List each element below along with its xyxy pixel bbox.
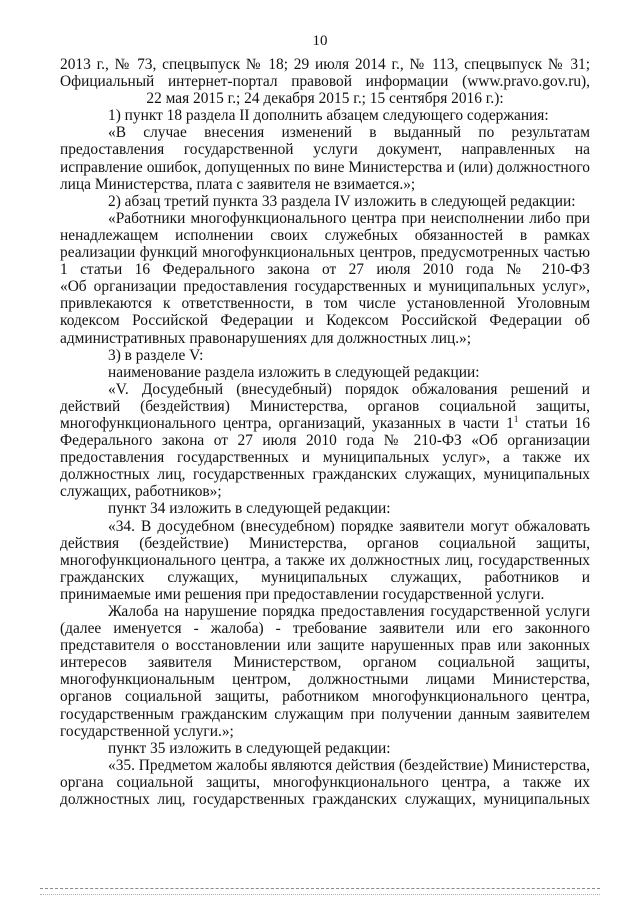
text-line: Жалоба на нарушение порядка предоставления государственной услуги <box>108 603 590 620</box>
text-line: 2) абзац третий пункта 33 раздела IV изложить в следующей редакции: <box>108 192 576 210</box>
text-line: «Об организации предоставления государственных и муниципальных услуг», <box>60 278 590 296</box>
text-line: должностных лиц, государственных гражданских служащих, муниципальных <box>60 791 590 809</box>
text-line: органа социальной защиты, многофункционального центра, а также их <box>60 773 590 791</box>
text-line: привлекаются к ответственности, в том числе установленной Уголовным <box>60 295 590 313</box>
text-line: 1 статьи 16 Федерального закона от 27 июля 2010 года № 210-ФЗ <box>60 261 590 279</box>
text-line: гражданских служащих, муниципальных служащих, работников и <box>60 568 590 586</box>
text-line: ненадлежащем исполнении своих служебных обязанностей в рамках <box>60 226 590 244</box>
text-line-with-superscript <box>60 415 590 432</box>
text-line: «35. Предметом жалобы являются действия (бездействие) Министерства, <box>108 756 590 774</box>
text-line: исправление ошибок, допущенных по вине Министерства и (или) должностного <box>60 158 590 176</box>
text-line: «В случае внесения изменений в выданный по результатам <box>108 124 590 142</box>
text-line: служащих, работников»; <box>60 483 222 501</box>
text-line: административных правонарушениях для должностных лиц.»; <box>60 329 472 347</box>
text-line: органов социальной защиты, работником многофункционального центра, <box>60 688 590 706</box>
text-segment: статьи 16 <box>525 414 590 432</box>
text-line: 2013 г., № 73, спецвыпуск № 18; 29 июля 2014 г., № 113, спецвыпуск № 31; <box>60 56 590 73</box>
text-line: действия (бездействие) Министерства, органов социальной защиты, <box>60 534 590 552</box>
text-line: 1) пункт 18 раздела II дополнить абзацем следующего содержания: <box>108 107 549 125</box>
text-line: наименование раздела изложить в следующей редакции: <box>108 363 480 381</box>
superscript: 1 <box>513 413 519 424</box>
page-number: 10 <box>312 33 328 49</box>
text-line: реализации функций многофункциональных центров, предусмотренных частью <box>60 244 590 262</box>
document-body <box>60 56 590 808</box>
text-line: предоставления государственной услуги документ, направленных на <box>60 141 590 159</box>
text-line: пункт 34 изложить в следующей редакции: <box>108 500 391 518</box>
text-line: предоставления государственных и муниципальных услуг», а также их <box>60 449 590 467</box>
text-line: «34. В досудебном (внесудебном) порядке заявители могут обжаловать <box>108 517 590 535</box>
text-line: лица Министерства, плата с заявителя не взимается.»; <box>60 175 416 193</box>
text-line: 22 мая 2015 г.; 24 декабря 2015 г.; 15 сентября 2016 г.): <box>146 90 504 108</box>
scan-edge-line <box>40 894 600 895</box>
text-line: государственным гражданским служащим при получении данным заявителем <box>60 705 590 723</box>
text-line: многофункционального центра, а также их должностных лиц, государственных <box>60 551 590 569</box>
text-line: должностных лиц, государственных гражданских служащих, муниципальных <box>60 466 590 484</box>
text-line: представителя о восстановлении или защите нарушенных прав или законных <box>60 637 590 655</box>
text-line: «V. Досудебный (внесудебный) порядок обжалования решений и <box>108 380 590 398</box>
text-line: действий (бездействия) Министерства, органов социальной защиты, <box>60 397 590 415</box>
text-line: многофункциональным центром, должностными лицами Министерства, <box>60 671 590 689</box>
scan-edge-line <box>40 888 600 889</box>
text-line: Официальный интернет-портал правовой информации (www.pravo.gov.ru), <box>60 73 590 91</box>
text-line: кодексом Российской Федерации и Кодексом Российской Федерации об <box>60 312 590 330</box>
text-line: 3) в разделе V: <box>108 346 204 364</box>
text-line: пункт 35 изложить в следующей редакции: <box>108 739 391 757</box>
text-line: государственной услуги.»; <box>60 722 234 740</box>
text-line: принимаемые ими решения при предоставлении государственной услуги. <box>60 585 545 603</box>
text-line: (далее именуется - жалоба) - требование заявители или его законного <box>60 620 590 638</box>
text-segment: многофункционального центра, организаций, указанных в части 1 <box>60 414 514 432</box>
text-line: интересов заявителя Министерством, органом социальной защиты, <box>60 654 590 672</box>
text-line: «Работники многофункционального центра при неисполнении либо при <box>108 209 590 227</box>
text-line: Федерального закона от 27 июля 2010 года № 210-ФЗ «Об организации <box>60 432 590 450</box>
